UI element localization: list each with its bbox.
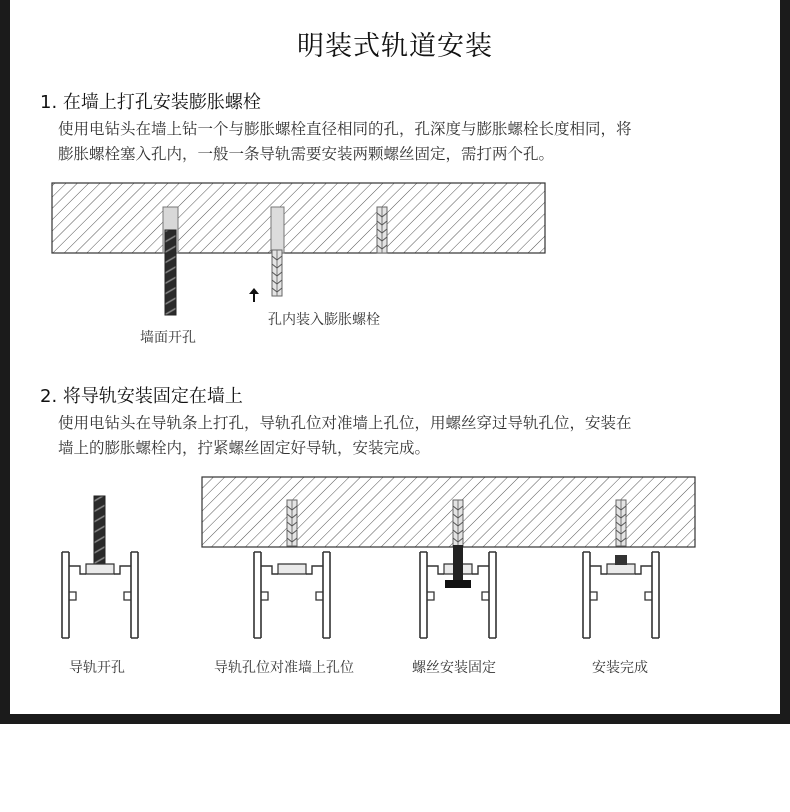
installed-screw-icon [615,555,627,565]
step2-text-line1: 使用电钻头在导轨条上打孔，导轨孔位对准墙上孔位，用螺丝穿过导轨孔位，安装在 [58,414,632,432]
wall-anchor-2 [287,500,297,546]
step1-heading: 1. 在墙上打孔安装膨胀螺栓 [40,92,261,113]
step2-heading: 2. 将导轨安装固定在墙上 [40,386,243,407]
wall-anchor-4 [616,500,626,546]
expansion-bolt-icon [272,250,282,296]
label-screw-fixing: 螺丝安装固定 [412,660,496,676]
installed-anchor-icon [377,207,387,253]
wall-anchor-3 [453,500,463,546]
step1-text-line1: 使用电钻头在墙上钻一个与膨胀螺栓直径相同的孔，孔深度与膨胀螺栓长度相同，将 [58,120,632,138]
step2-text-line2: 墙上的膨胀螺栓内，拧紧螺丝固定好导轨，安装完成。 [58,439,431,457]
label-rail-drilling: 导轨开孔 [69,660,125,676]
drill-bit-icon [163,207,178,315]
label-wall-drilling: 墙面开孔 [140,330,196,346]
up-arrow-icon [249,288,259,302]
rail-profile-1 [62,552,138,638]
step1-text-line2: 膨胀螺栓塞入孔内，一般一条导轨需要安装两颗螺丝固定，需打两个孔。 [58,145,555,163]
rail-drill-icon [94,496,105,566]
label-install-complete: 安装完成 [592,660,648,676]
label-align-holes: 导轨孔位对准墙上孔位 [214,660,354,676]
wall-section-1 [52,183,545,253]
wall-hole-icon [271,207,284,253]
rail-profile-2 [254,552,330,638]
label-insert-bolt: 孔内装入膨胀螺栓 [268,312,380,328]
page-title: 明装式轨道安装 [297,31,493,62]
